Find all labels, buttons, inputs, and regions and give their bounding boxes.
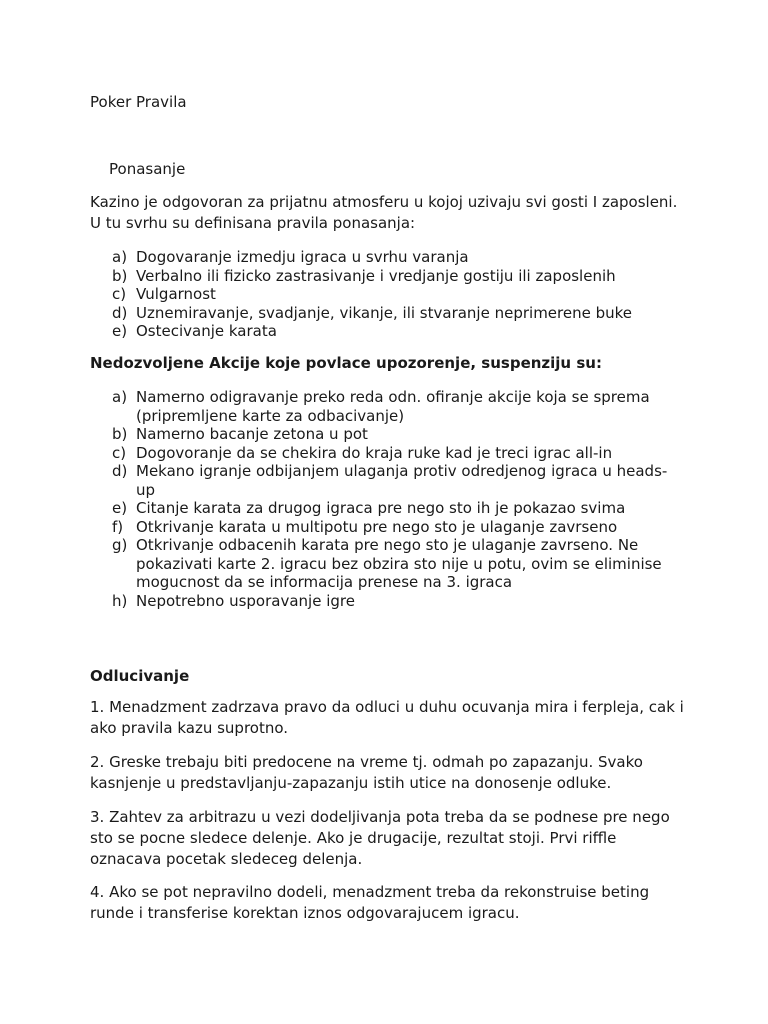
document-title: Poker Pravila <box>90 93 187 111</box>
list-item <box>90 285 680 304</box>
list-item <box>90 499 680 518</box>
section-heading-nedozvoljene-akcije: Nedozvoljene Akcije koje povlace upozorenje, suspenziju su: <box>90 354 602 372</box>
list-marker: a) <box>112 248 128 266</box>
conduct-rules-list <box>90 248 680 341</box>
list-marker: c) <box>112 285 127 303</box>
list-marker: e) <box>112 499 128 517</box>
list-item <box>90 248 680 267</box>
list-marker: g) <box>112 536 128 554</box>
list-item <box>90 388 680 425</box>
list-item <box>90 322 680 341</box>
list-marker: b) <box>112 425 128 443</box>
list-item <box>90 592 680 611</box>
list-marker: e) <box>112 322 128 340</box>
list-marker: c) <box>112 443 127 462</box>
list-item-text: Otkrivanje karata u multipotu pre nego sto je ulaganje zavrseno <box>136 517 618 536</box>
list-item-text: Namerno odigravanje preko reda odn. ofiranje akcije koja se sprema (pripremljene karte za odbacivanje) <box>136 388 650 425</box>
list-item <box>90 462 680 499</box>
numbered-paragraph: 3. Zahtev za arbitrazu u vezi dodeljivanja pota treba da se podnese pre nego sto se pocne sledece delenje. Ako je drugacije, rezultat stoji. Prvi riffle oznacava pocetak sledeceg delenja. <box>90 808 670 868</box>
list-item <box>90 444 680 463</box>
numbered-paragraph: 2. Greske trebaju biti predocene na vreme tj. odmah po zapazanju. Svako kasnjenje u predstavljanju-zapazanju istih utice na donosenje odluke. <box>90 753 643 792</box>
list-marker: d) <box>112 462 128 480</box>
list-item-text: Nepotrebno usporavanje igre <box>136 591 355 610</box>
list-item <box>90 304 680 323</box>
list-marker: a) <box>112 388 128 406</box>
numbered-paragraph: 1. Menadzment zadrzava pravo da odluci u duhu ocuvanja mira i ferpleja, cak i ako pravila kazu suprotno. <box>90 698 684 737</box>
prohibited-actions-list <box>90 388 680 610</box>
section-heading-ponasanje: Ponasanje <box>109 160 186 178</box>
numbered-paragraph: 4. Ako se pot nepravilno dodeli, menadzment treba da rekonstruise beting runde i transferise korektan iznos odgovarajucem igracu. <box>90 883 650 922</box>
list-marker: h) <box>112 591 128 610</box>
list-item-text: Mekano igranje odbijanjem ulaganja protiv odredjenog igraca u heads-up <box>136 462 668 499</box>
list-marker: b) <box>112 266 128 285</box>
list-item-text: Namerno bacanje zetona u pot <box>136 425 368 443</box>
list-item <box>90 536 680 592</box>
list-item-text: Dogovaranje izmedju igraca u svrhu varanja <box>136 248 469 266</box>
list-item <box>90 425 680 444</box>
section-heading-odlucivanje: Odlucivanje <box>90 667 190 685</box>
list-item <box>90 518 680 537</box>
list-item-text: Ostecivanje karata <box>136 322 277 340</box>
list-item-text: Verbalno ili fizicko zastrasivanje i vredjanje gostiju ili zaposlenih <box>136 266 616 285</box>
list-item-text: Dogovoranje da se chekira do kraja ruke kad je treci igrac all-in <box>136 443 613 462</box>
list-marker: d) <box>112 303 128 322</box>
list-item <box>90 267 680 286</box>
list-marker: f) <box>112 517 124 536</box>
list-item-text: Uznemiravanje, svadjanje, vikanje, ili stvaranje neprimerene buke <box>136 303 633 322</box>
list-item-text: Citanje karata za drugog igraca pre nego sto ih je pokazao svima <box>136 499 626 517</box>
list-item-text: Vulgarnost <box>136 285 216 303</box>
list-item-text: Otkrivanje odbacenih karata pre nego sto je ulaganje zavrseno. Ne pokazivati karte 2. igracu bez obzira sto nije u potu, ovim se eliminise mogucnost da se informacija prenese na 3. igraca <box>136 536 662 591</box>
intro-paragraph: Kazino je odgovoran za prijatnu atmosferu u kojoj uzivaju svi gosti I zaposleni. U tu svrhu su definisana pravila ponasanja: <box>90 193 678 232</box>
